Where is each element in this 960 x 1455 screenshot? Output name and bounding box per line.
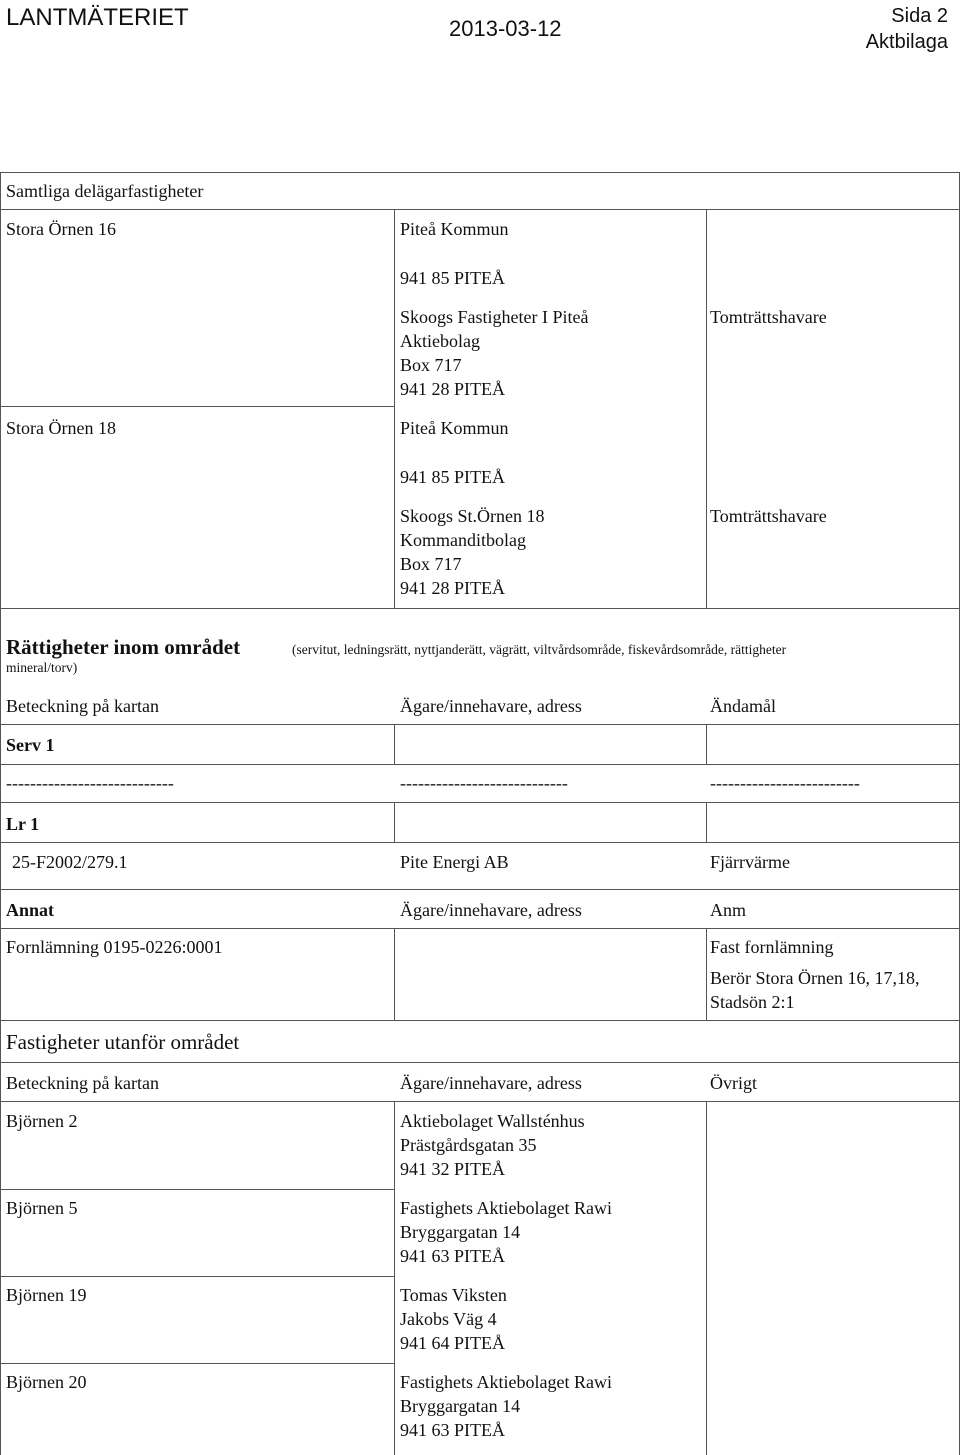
document-date: 2013-03-12 — [449, 16, 562, 41]
lr-purpose: Fjärrvärme — [710, 852, 790, 872]
section-title-rattigheter: Rättigheter inom området — [6, 635, 241, 659]
rattigheter-subtitle: (servitut, ledningsrätt, nyttjanderätt, vägrätt, viltvårdsområde, fiskevårdsområde, rättigheter — [292, 642, 787, 657]
section-title-utanfor: Fastigheter utanför området — [6, 1030, 240, 1054]
column-header-note: Anm — [710, 900, 746, 920]
neighbor-owner: Aktiebolaget Wallsténhus Prästgårdsgatan 35 941 32 PITEÅ — [400, 1111, 585, 1179]
column-header-owner: Ägare/innehavare, adress — [400, 900, 582, 920]
lr-reference: 25-F2002/279.1 — [12, 852, 128, 872]
neighbor-property: Björnen 20 — [6, 1372, 87, 1392]
serv-label: Serv 1 — [6, 735, 55, 755]
neighbor-owner: Fastighets Aktiebolaget Rawi Bryggargatan 14 941 63 PITEÅ — [400, 1198, 612, 1266]
column-header-designation: Beteckning på kartan — [6, 1073, 159, 1093]
section-title-delagare: Samtliga delägarfastigheter — [6, 181, 204, 201]
lr-owner: Pite Energi AB — [400, 852, 509, 872]
neighbor-property: Björnen 2 — [6, 1111, 78, 1131]
rattigheter-subtitle-cont: mineral/torv) — [6, 660, 78, 675]
neighbor-owner: Fastighets Aktiebolaget Rawi Bryggargatan 14 941 63 PITEÅ — [400, 1372, 612, 1440]
column-header-purpose: Ändamål — [710, 696, 776, 716]
owner-name: Piteå Kommun — [400, 418, 509, 438]
owner-address: 941 85 PITEÅ — [400, 268, 505, 288]
neighbor-owner: Tomas Viksten Jakobs Väg 4 941 64 PITEÅ — [400, 1285, 507, 1353]
neighbor-property: Björnen 5 — [6, 1198, 78, 1218]
second-owner: Skoogs Fastigheter I Piteå Aktiebolag Box 717 941 28 PITEÅ — [400, 307, 589, 399]
column-header-designation: Beteckning på kartan — [6, 696, 159, 716]
dash-separator: ---------------------------- — [400, 773, 568, 793]
owner-role: Tomträttshavare — [710, 506, 827, 526]
owner-name: Piteå Kommun — [400, 219, 509, 239]
property-name: Stora Örnen 16 — [6, 219, 116, 239]
lr-label: Lr 1 — [6, 814, 40, 834]
page-number: Sida 2 — [891, 5, 948, 27]
annat-note-detail: Berör Stora Örnen 16, 17,18, Stadsön 2:1 — [710, 968, 920, 1012]
owner-address: 941 85 PITEÅ — [400, 467, 505, 487]
document-type: Aktbilaga — [865, 31, 948, 53]
second-owner: Skoogs St.Örnen 18 Kommanditbolag Box 717 941 28 PITEÅ — [400, 506, 545, 598]
property-name: Stora Örnen 18 — [6, 418, 116, 438]
org-name: LANTMÄTERIET — [6, 4, 189, 31]
neighbor-property: Björnen 19 — [6, 1285, 87, 1305]
dash-separator: ---------------------------- — [6, 773, 174, 793]
annat-note: Fast fornlämning — [710, 937, 834, 957]
owner-role: Tomträttshavare — [710, 307, 827, 327]
dash-separator: ------------------------- — [710, 773, 860, 793]
column-header-owner: Ägare/innehavare, adress — [400, 1073, 582, 1093]
annat-item: Fornlämning 0195-0226:0001 — [6, 937, 223, 957]
column-header-owner: Ägare/innehavare, adress — [400, 696, 582, 716]
section-title-annat: Annat — [6, 900, 55, 920]
column-header-other: Övrigt — [710, 1073, 757, 1093]
